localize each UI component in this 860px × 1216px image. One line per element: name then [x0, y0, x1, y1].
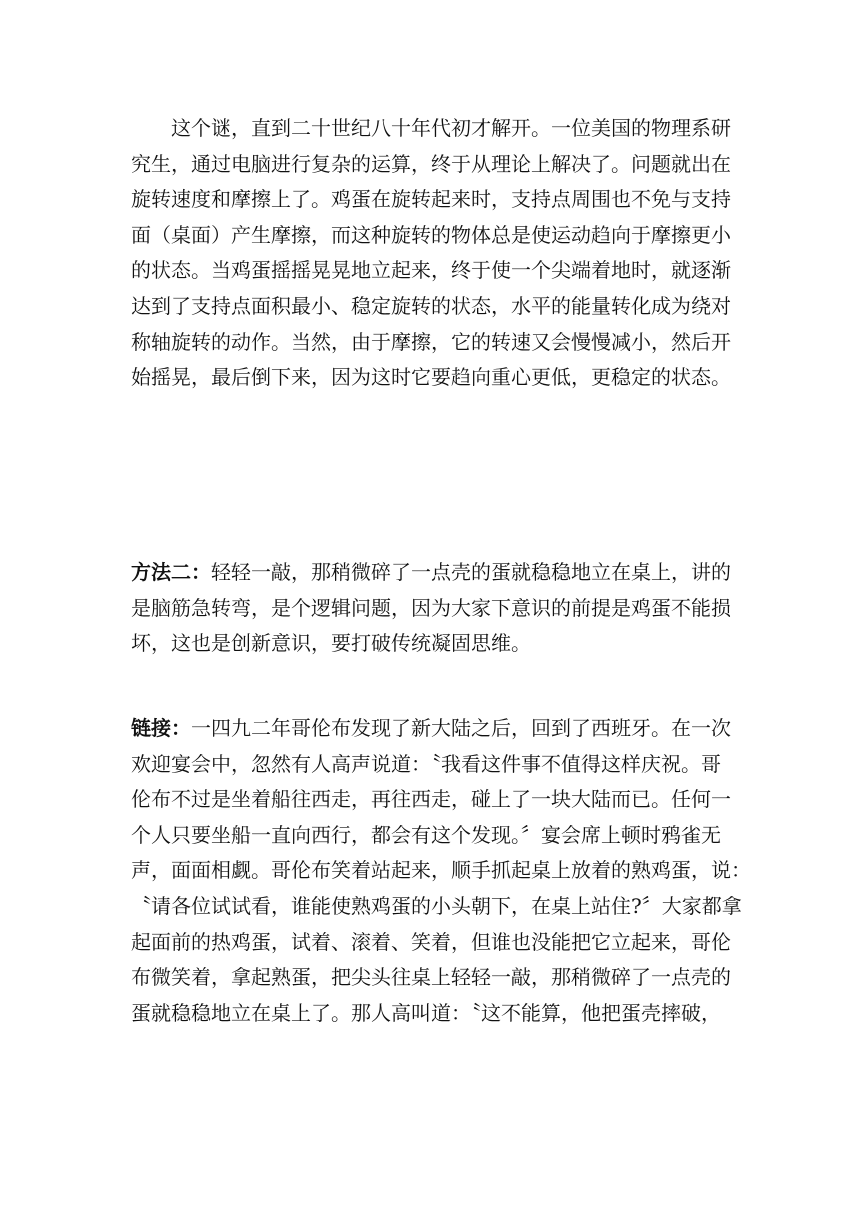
link-heading: 链接： — [131, 716, 191, 740]
text-line: 达到了支持点面积最小、稳定旋转的状态，水平的能量转化成为绕对 — [131, 293, 731, 318]
text-line: 伦布不过是坐着船往西走，再往西走，碰上了一块大陆而已。任何一 — [131, 787, 731, 812]
paragraph-method-two — [131, 555, 731, 662]
text-line — [131, 711, 731, 747]
paragraph-explanation — [131, 111, 731, 396]
text-line — [131, 555, 731, 591]
text-line: 究生，通过电脑进行复杂的运算，终于从理论上解决了。问题就出在 — [131, 151, 731, 176]
text-line: 旋转速度和摩擦上了。鸡蛋在旋转起来时，支持点周围也不免与支持 — [131, 187, 731, 212]
text-line: 起面前的热鸡蛋，试着、滚着、笑着，但谁也没能把它立起来，哥伦 — [131, 929, 731, 954]
text-line: 坏，这也是创新意识，要打破传统凝固思维。 — [131, 631, 531, 656]
text-line-content: 轻轻一敲，那稍微碎了一点壳的蛋就稳稳地立在桌上，讲的 — [211, 560, 731, 584]
text-line: 蛋就稳稳地立在桌上了。那人高叫道：〝这不能算，他把蛋壳摔破， — [131, 1000, 721, 1025]
text-line: 声，面面相觑。哥伦布笑着站起来，顺手抓起桌上放着的熟鸡蛋，说： — [131, 858, 751, 883]
text-line: 布微笑着，拿起熟蛋，把尖头往桌上轻轻一敲，那稍微碎了一点壳的 — [131, 965, 731, 990]
paragraph-link — [131, 711, 751, 1031]
text-line: 的状态。当鸡蛋摇摇晃晃地立起来，终于使一个尖端着地时，就逐渐 — [131, 258, 731, 283]
text-line: 始摇晃，最后倒下来，因为这时它要趋向重心更低，更稳定的状态。 — [131, 365, 731, 390]
text-line: 这个谜，直到二十世纪八十年代初才解开。一位美国的物理系研 — [171, 116, 731, 140]
text-line: 是脑筋急转弯，是个逻辑问题，因为大家下意识的前提是鸡蛋不能损 — [131, 595, 731, 620]
text-line: 称轴旋转的动作。当然，由于摩擦，它的转速又会慢慢减小，然后开 — [131, 329, 731, 354]
text-line: 欢迎宴会中，忽然有人高声说道：〝我看这件事不值得这样庆祝。哥 — [131, 751, 721, 776]
text-line-content: 一四九二年哥伦布发现了新大陆之后，回到了西班牙。在一次 — [191, 716, 731, 740]
text-line: 〝请各位试试看，谁能使熟鸡蛋的小头朝下，在桌上站住?〞大家都拿 — [131, 893, 742, 918]
text-line: 面（桌面）产生摩擦，而这种旋转的物体总是使运动趋向于摩擦更小 — [131, 222, 731, 247]
method-two-heading: 方法二： — [131, 560, 211, 584]
text-line: 个人只要坐船一直向西行，都会有这个发现。〞宴会席上顿时鸦雀无 — [131, 822, 721, 847]
